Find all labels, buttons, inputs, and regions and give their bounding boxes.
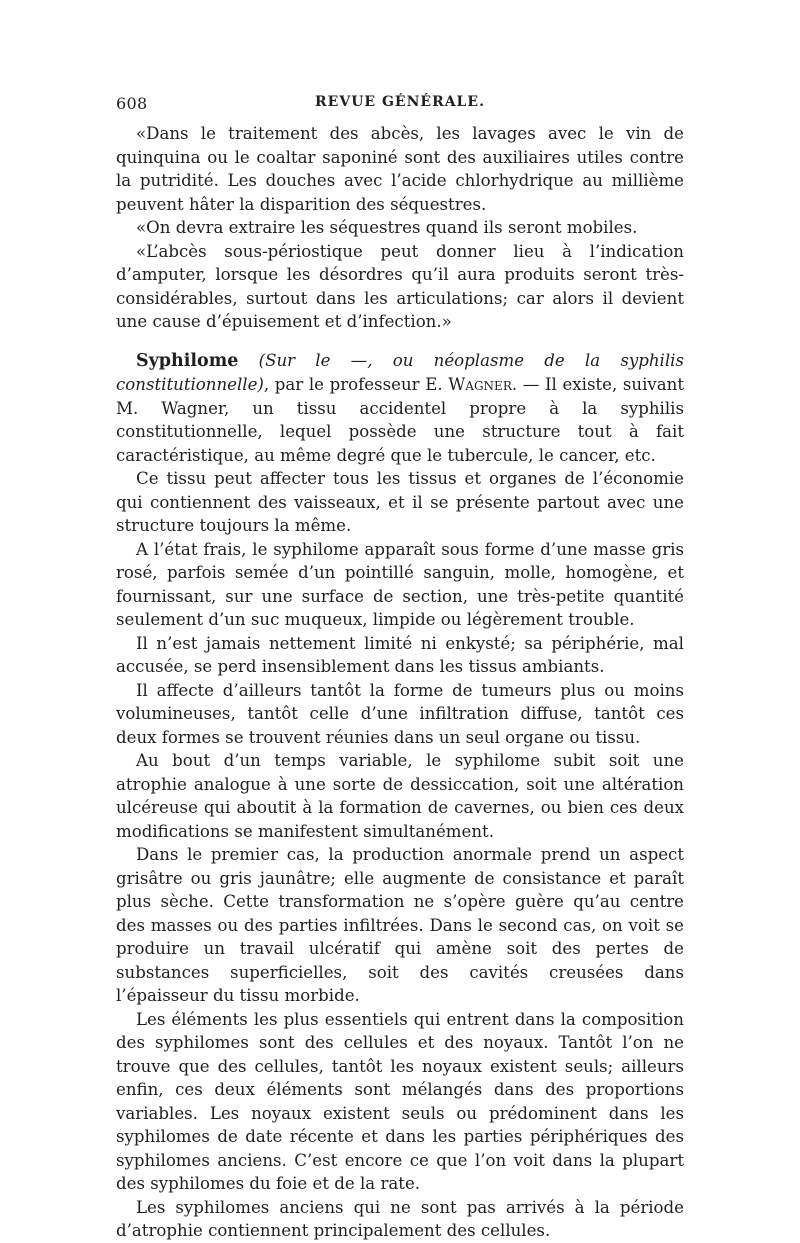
section-lead: , par le professeur E. (263, 375, 449, 394)
body-text (116, 122, 684, 1243)
book-page (116, 94, 684, 1243)
paragraph: Les éléments les plus essentiels qui entrent dans la composition des syphilomes sont des cellules et des noyaux. Tantôt l’on ne trouve que des cellules, tantôt les noyaux existent seuls; ailleurs enfin, ces deux éléments sont mélangés dans des proportions variables. Les noyaux existent seuls ou prédominent dans les syphilomes de date récente et dans les parties périphériques des syphilomes anciens. C’est encore ce que l’on voit dans la plupart des syphilomes du foie et de la rate. (116, 1009, 684, 1193)
paragraph: «Dans le traitement des abcès, les lavages avec le vin de quinquina ou le coaltar saponiné sont des auxiliaires utiles contre la putridité. Les douches avec l’acide chlorhydrique au millième peuvent hâter la disparition des séquestres. (116, 124, 684, 214)
section-term: Syphilome (136, 350, 239, 371)
paragraph: «On devra extraire les séquestres quand ils seront mobiles. (136, 218, 638, 237)
paragraph: Au bout d’un temps variable, le syphilome subit soit une atrophie analogue à une sorte de dessiccation, soit une altération ulcéreuse qui aboutit à la formation de cavernes, ou bien ces deux modifications se manifestent simultanément. (116, 751, 684, 841)
section-heading-paragraph (116, 349, 684, 468)
author-name: Wagner (448, 375, 512, 394)
paragraph: Il affecte d’ailleurs tantôt la forme de tumeurs plus ou moins volumineuses, tantôt celle d’une infiltration diffuse, tantôt ces deux formes se trouvent réunies dans un seul organe ou tissu. (116, 680, 684, 747)
running-title: REVUE GÉNÉRALE. (315, 94, 485, 110)
paragraph: Les syphilomes anciens qui ne sont pas arrivés à la période d’atrophie contiennent principalement des cellules. (116, 1197, 684, 1240)
paragraph: «L’abcès sous-périostique peut donner lieu à l’indication d’amputer, lorsque les désordres qu’il aura produits seront très-considérables, surtout dans les articulations; car alors il devient une cause d’épuisement et d’infection.» (116, 241, 684, 331)
paragraph: A l’état frais, le syphilome apparaît sous forme d’une masse gris rosé, parfois semée d’un pointillé sanguin, molle, homogène, et fournissant, sur une surface de section, une très-petite quantité seulement d’un suc muqueux, limpide ou légèrement trouble. (116, 539, 684, 629)
page-number: 608 (116, 94, 148, 113)
running-header (116, 94, 684, 122)
paragraph: Il n’est jamais nettement limité ni enkysté; sa périphérie, mal accusée, se perd insensiblement dans les tissus ambiants. (116, 633, 684, 676)
paragraph: Dans le premier cas, la production anormale prend un aspect grisâtre ou gris jaunâtre; elle augmente de consistance et paraît plus sèche. Cette transformation ne s’opère guère qu’au centre des masses ou des parties infiltrées. Dans le second cas, on voit se produire un travail ulcératif qui amène soit des pertes de substances superficielles, soit des cavités creusées dans l’épaisseur du tissu morbide. (116, 845, 684, 1005)
section-subtitle: (Sur le —, ou néoplasme de la syphilis constitutionnelle) (116, 350, 684, 394)
section-rest: . — Il existe, suivant M. Wagner, un tissu accidentel propre à la syphilis constitutionnelle, lequel possède une structure tout à fait caractéristique, au même degré que le tubercule, le cancer, etc. (116, 375, 684, 465)
paragraph: Ce tissu peut affecter tous les tissus et organes de l’économie qui contiennent des vaisseaux, et il se présente partout avec une structure toujours la même. (116, 469, 684, 535)
